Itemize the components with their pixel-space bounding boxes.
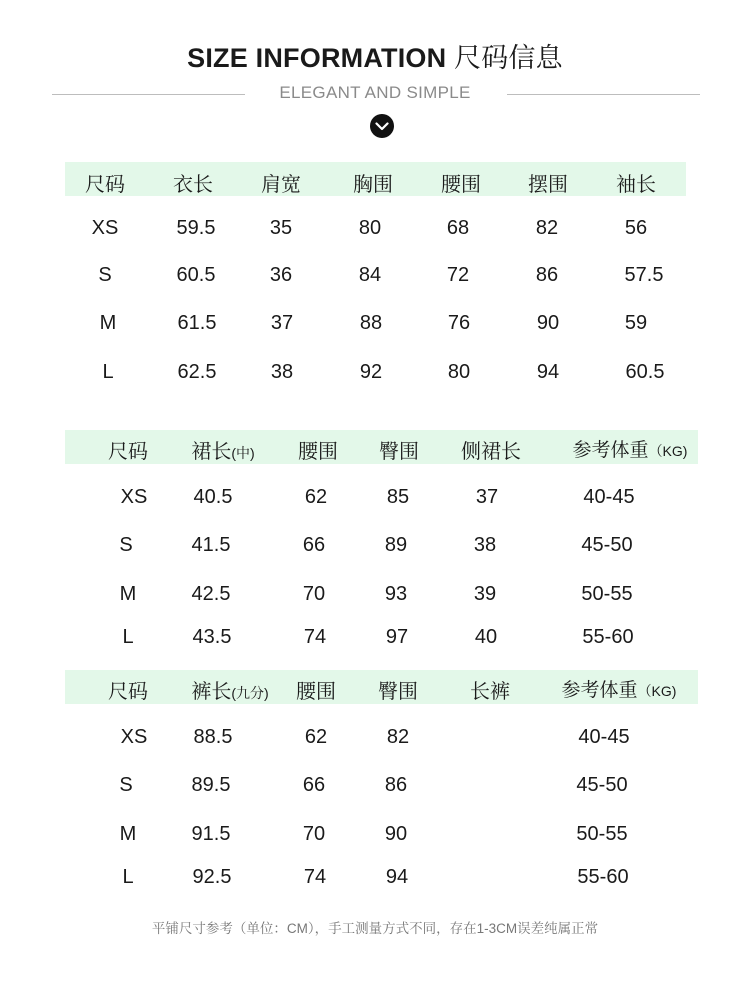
measurement-note: 平铺尺寸参考（单位：CM），手工测量方式不同，存在1-3CM误差纯属正常 bbox=[151, 921, 599, 936]
page-title bbox=[0, 36, 750, 75]
header-cell: 腰围 bbox=[296, 681, 336, 703]
table-cell: 86 bbox=[535, 264, 559, 286]
table-cell: 62.5 bbox=[177, 361, 217, 383]
header-cell: 臀围 bbox=[379, 441, 419, 463]
table-cell: 55-60 bbox=[582, 626, 634, 648]
table-cell: L bbox=[102, 361, 114, 383]
table-cell: XS bbox=[91, 217, 119, 239]
table-cell: 66 bbox=[302, 774, 326, 796]
table-cell: 45-50 bbox=[581, 534, 633, 556]
table-cell: M bbox=[99, 312, 117, 334]
header-cell: 裤长(九分) bbox=[191, 681, 269, 703]
table-cell: 42.5 bbox=[191, 583, 231, 605]
divider-right bbox=[507, 94, 700, 95]
table-cell: 36 bbox=[269, 264, 293, 286]
table-cell: 94 bbox=[385, 866, 409, 888]
table-cell: 91.5 bbox=[191, 823, 231, 845]
table-cell: 40-45 bbox=[578, 726, 630, 748]
table-cell: S bbox=[98, 264, 112, 286]
header-cell: 肩宽 bbox=[261, 174, 301, 196]
header-cell: 参考体重（KG) bbox=[561, 680, 677, 701]
table-cell: 70 bbox=[302, 823, 326, 845]
table-cell: M bbox=[119, 823, 137, 845]
header-cell: 尺码 bbox=[108, 681, 148, 703]
table-cell: 89 bbox=[384, 534, 408, 556]
table-cell: 94 bbox=[536, 361, 560, 383]
table-cell: 70 bbox=[302, 583, 326, 605]
page-subtitle: ELEGANT AND SIMPLE bbox=[279, 83, 471, 102]
table-cell: 68 bbox=[446, 217, 470, 239]
table-cell: 80 bbox=[358, 217, 382, 239]
header-cell: 衣长 bbox=[173, 174, 213, 196]
table-cell: 61.5 bbox=[177, 312, 217, 334]
table-cell: 92.5 bbox=[192, 866, 232, 888]
table-cell: 86 bbox=[384, 774, 408, 796]
header-cell: 裙长(中) bbox=[191, 441, 255, 463]
table-cell: 59.5 bbox=[176, 217, 216, 239]
table-cell: 50-55 bbox=[581, 583, 633, 605]
table-cell: 84 bbox=[358, 264, 382, 286]
table-cell: 50-55 bbox=[576, 823, 628, 845]
table-cell: 90 bbox=[384, 823, 408, 845]
table-cell: 40-45 bbox=[583, 486, 635, 508]
table-cell: 57.5 bbox=[624, 264, 664, 286]
table-cell: 60.5 bbox=[176, 264, 216, 286]
header-cell: 摆围 bbox=[528, 174, 568, 196]
header-cell: 袖长 bbox=[616, 174, 656, 196]
table-cell: 92 bbox=[359, 361, 383, 383]
table-cell: 66 bbox=[302, 534, 326, 556]
table-cell: 37 bbox=[270, 312, 294, 334]
table-cell: 72 bbox=[446, 264, 470, 286]
table-cell: 74 bbox=[303, 866, 327, 888]
table-cell: 40.5 bbox=[193, 486, 233, 508]
table-cell: 93 bbox=[384, 583, 408, 605]
table-cell: 38 bbox=[473, 534, 497, 556]
table-cell: S bbox=[119, 534, 133, 556]
table-cell: XS bbox=[120, 486, 148, 508]
header-cell: 臀围 bbox=[378, 681, 418, 703]
table-cell: 40 bbox=[474, 626, 498, 648]
table-cell: 41.5 bbox=[191, 534, 231, 556]
table-cell: 80 bbox=[447, 361, 471, 383]
table-cell: 74 bbox=[303, 626, 327, 648]
table-cell: XS bbox=[120, 726, 148, 748]
table-cell: L bbox=[122, 626, 134, 648]
table-cell: 35 bbox=[269, 217, 293, 239]
header-cell: 参考体重（KG) bbox=[572, 440, 688, 461]
table-cell: 97 bbox=[385, 626, 409, 648]
page-title-cn: 尺码信息 bbox=[454, 43, 563, 73]
table-cell: 62 bbox=[304, 486, 328, 508]
table-cell: S bbox=[119, 774, 133, 796]
table-cell: 39 bbox=[473, 583, 497, 605]
header-cell: 尺码 bbox=[85, 174, 125, 196]
chevron-down-icon bbox=[370, 114, 394, 138]
table-cell: 82 bbox=[535, 217, 559, 239]
table-cell: 62 bbox=[304, 726, 328, 748]
header-cell: 长裤 bbox=[470, 681, 510, 703]
table-cell: 45-50 bbox=[576, 774, 628, 796]
table-cell: M bbox=[119, 583, 137, 605]
table-cell: 59 bbox=[624, 312, 648, 334]
header-cell: 腰围 bbox=[441, 174, 481, 196]
table-cell: 90 bbox=[536, 312, 560, 334]
table-cell: 37 bbox=[475, 486, 499, 508]
table-cell: 56 bbox=[624, 217, 648, 239]
header-cell: 腰围 bbox=[298, 441, 338, 463]
table-cell: 43.5 bbox=[192, 626, 232, 648]
page-title-main: SIZE INFORMATION bbox=[187, 43, 447, 73]
table-cell: 88.5 bbox=[193, 726, 233, 748]
table-cell: L bbox=[122, 866, 134, 888]
header-cell: 胸围 bbox=[353, 174, 393, 196]
table-cell: 85 bbox=[386, 486, 410, 508]
table-cell: 76 bbox=[447, 312, 471, 334]
table-cell: 89.5 bbox=[191, 774, 231, 796]
table-cell: 88 bbox=[359, 312, 383, 334]
table-cell: 60.5 bbox=[625, 361, 665, 383]
table-cell: 55-60 bbox=[577, 866, 629, 888]
header-cell: 侧裙长 bbox=[461, 441, 521, 463]
header-cell: 尺码 bbox=[108, 441, 148, 463]
table-cell: 82 bbox=[386, 726, 410, 748]
table-cell: 38 bbox=[270, 361, 294, 383]
